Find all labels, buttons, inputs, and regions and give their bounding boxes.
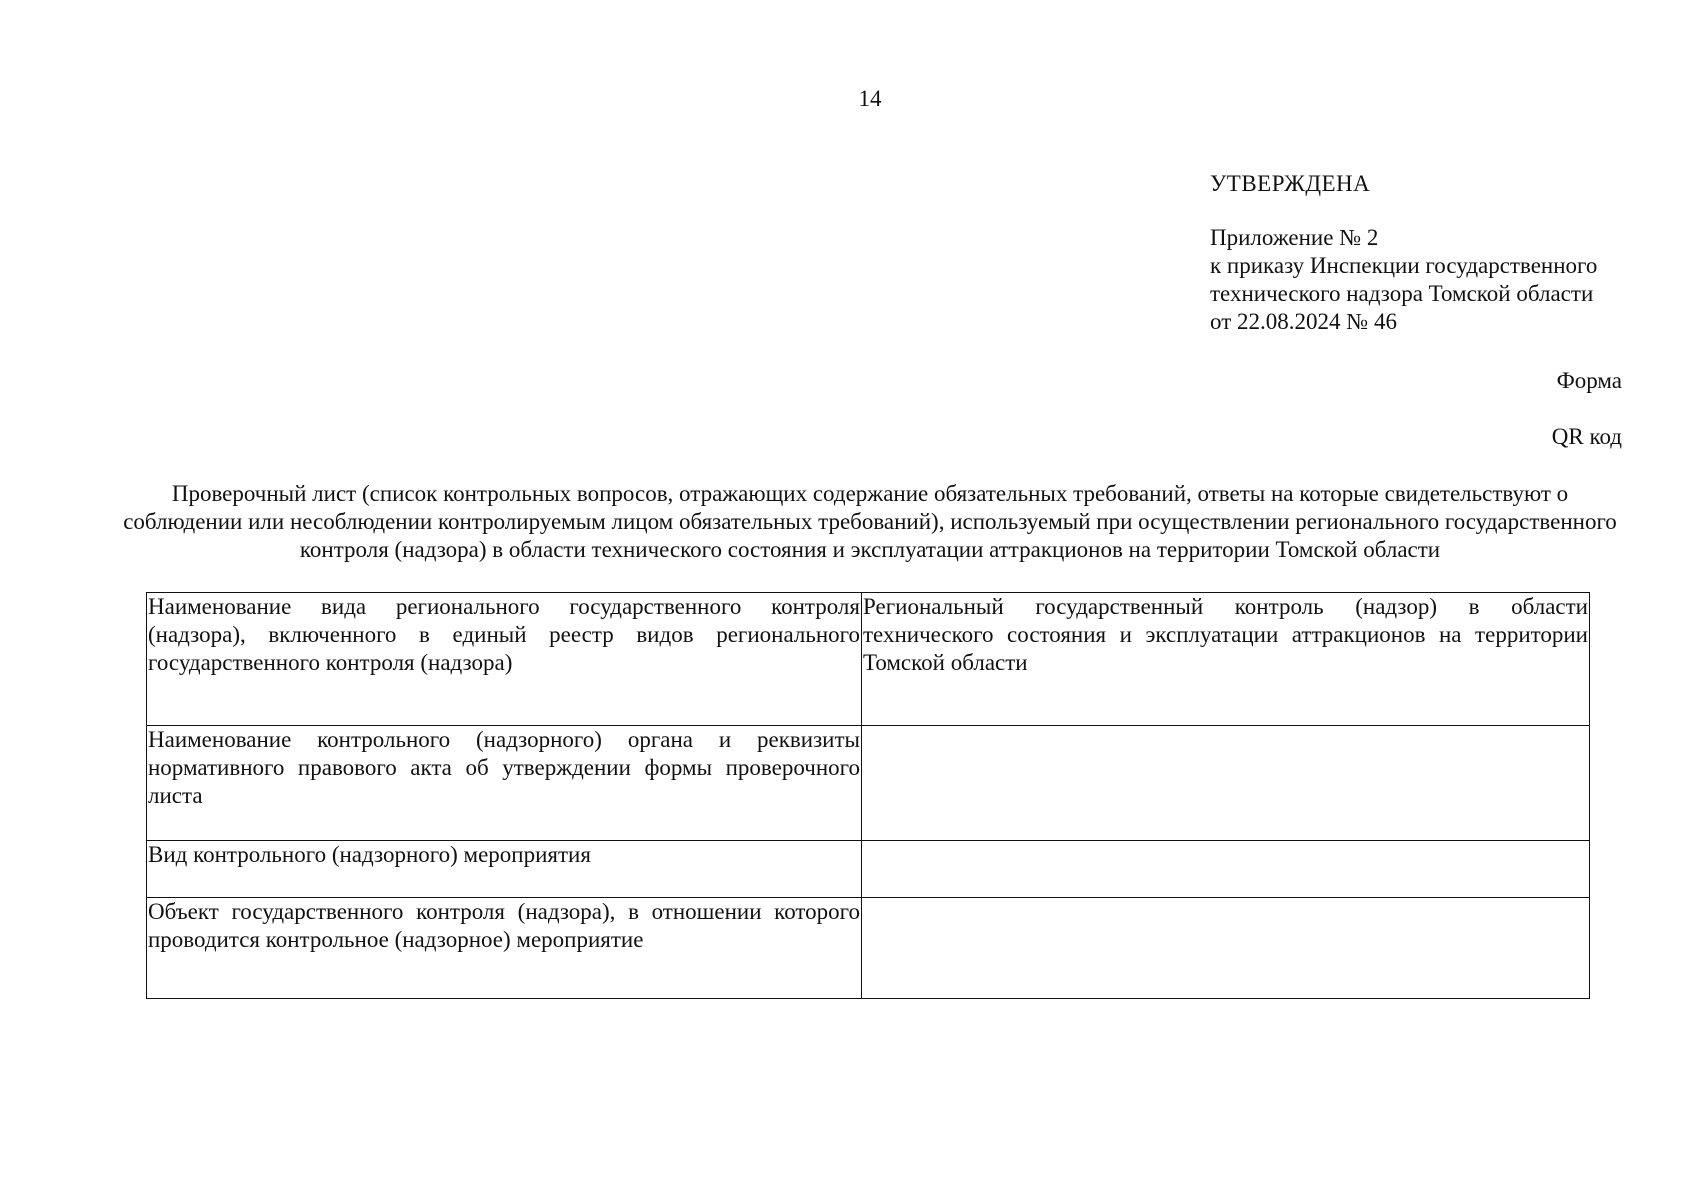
table-row — [147, 841, 1590, 898]
checklist-info-table — [146, 592, 1590, 999]
table-row — [147, 898, 1590, 999]
row-value-cell: Региональный государственный контроль (надзор) в области технического состояния и эксплуатации аттракционов на территории Томской области — [862, 593, 1590, 726]
row-value-cell — [862, 841, 1590, 898]
approval-block — [1210, 170, 1597, 336]
form-label: Форма — [1556, 368, 1622, 393]
row-value-cell — [862, 898, 1590, 999]
page-number: 14 — [858, 86, 882, 111]
table-row — [147, 593, 1590, 726]
approval-line: от 22.08.2024 № 46 — [1210, 309, 1397, 334]
row-label-cell: Наименование контрольного (надзорного) органа и реквизиты нормативного правового акта об утверждении формы проверочного листа — [147, 726, 862, 841]
approval-line: Приложение № 2 — [1210, 225, 1379, 250]
approval-heading: УТВЕРЖДЕНА — [1210, 171, 1371, 196]
table-row — [147, 726, 1590, 841]
qr-code-label: QR код — [1551, 424, 1622, 449]
approval-line: к приказу Инспекции государственного — [1210, 253, 1598, 278]
row-label-cell: Объект государственного контроля (надзора), в отношении которого проводится контрольное (надзорное) мероприятие — [147, 898, 862, 999]
row-label-cell: Наименование вида регионального государственного контроля (надзора), включенного в единый реестр видов регионального государственного контроля (надзора) — [147, 593, 862, 726]
checklist-title: Проверочный лист (список контрольных вопросов, отражающих содержание обязательных требований, ответы на которые свидетельствуют о соблюдении или несоблюдении контролируемым лицом обязательных требований), используемый при осуществлении регионального государственного контроля (надзора) в области технического состояния и эксплуатации аттракционов на территории Томской области — [123, 481, 1617, 562]
row-label-cell: Вид контрольного (надзорного) мероприятия — [147, 841, 862, 898]
row-value-cell — [862, 726, 1590, 841]
approval-line: технического надзора Томской области — [1210, 281, 1594, 306]
